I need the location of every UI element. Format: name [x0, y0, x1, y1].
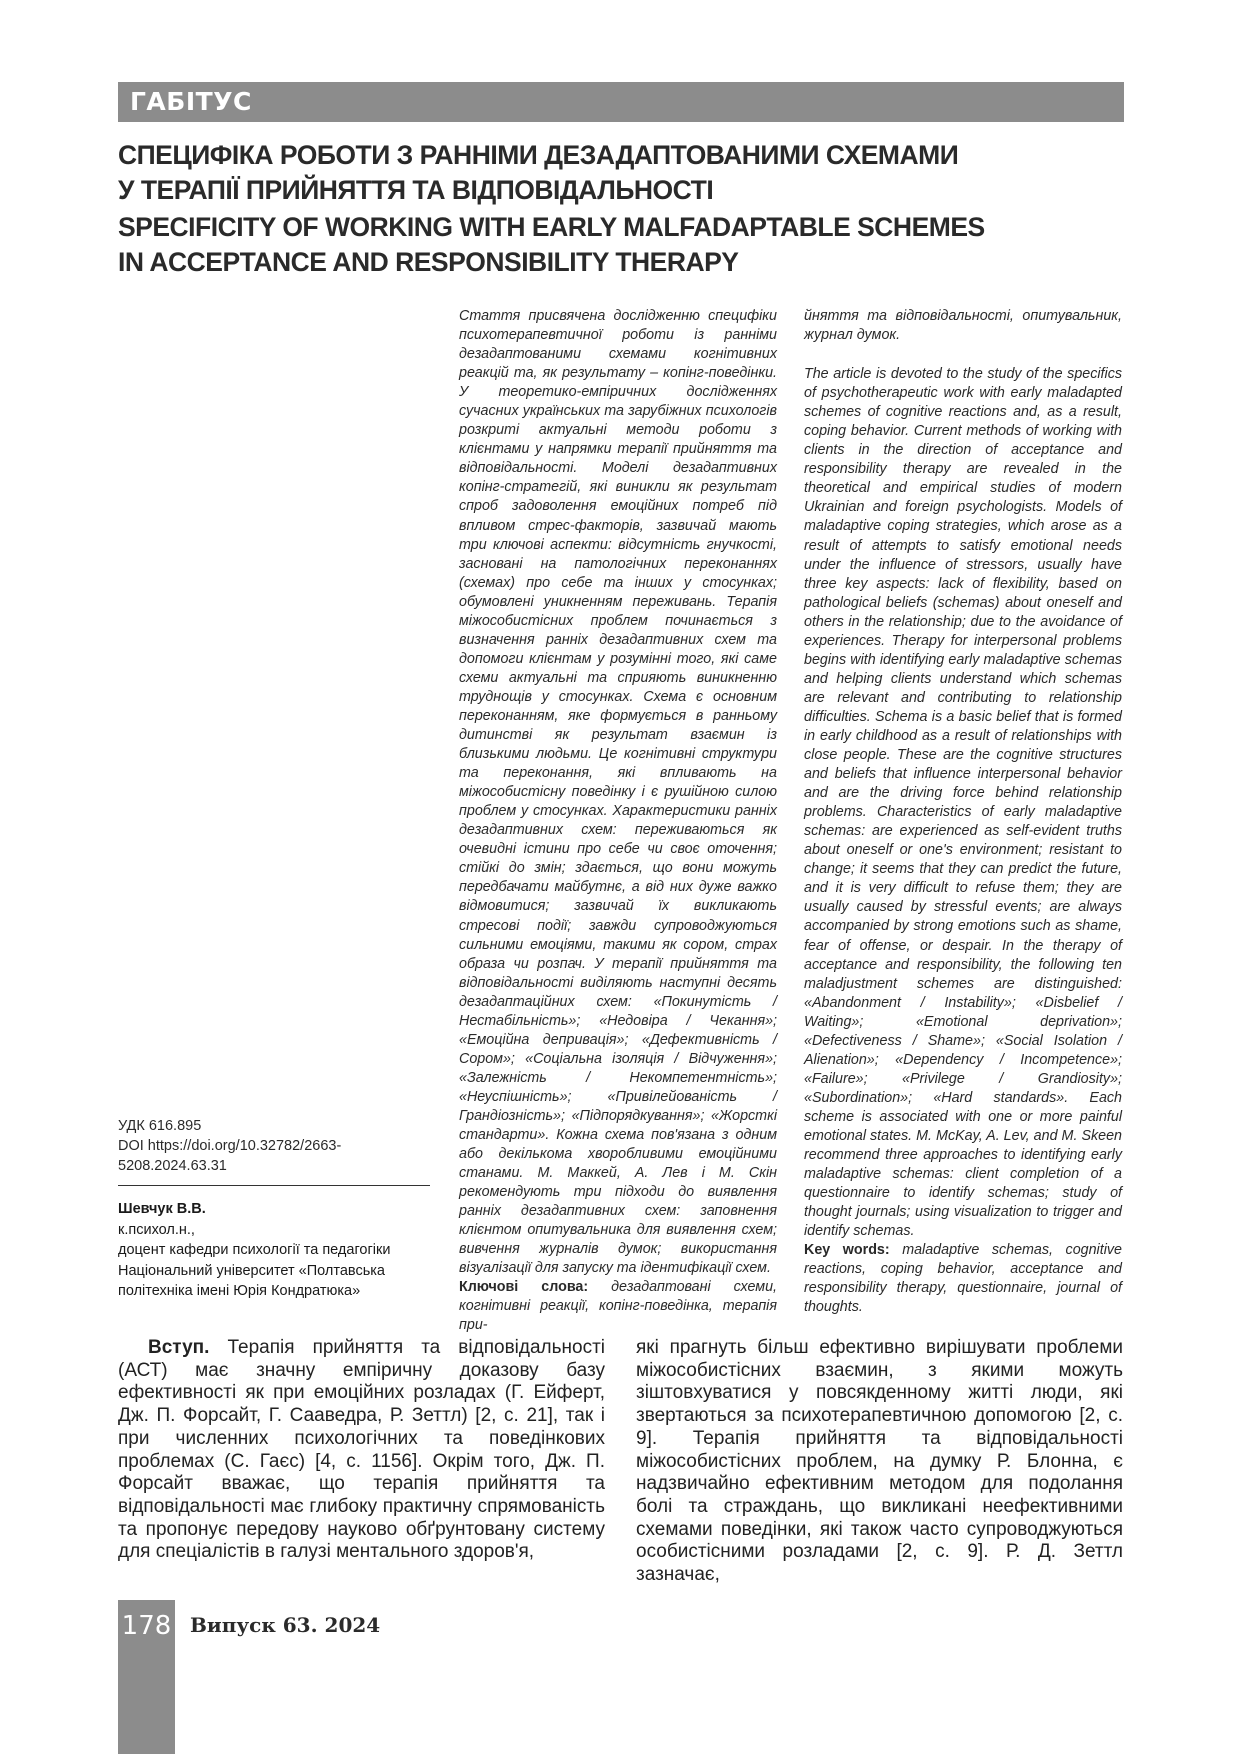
keywords-ua-part1: дезадаптовані схеми, когнітивні реакції, копінг-поведінка, терапія при- [459, 1279, 777, 1334]
doi-line1[interactable]: DOI https://doi.org/10.32782/2663- [118, 1138, 342, 1154]
title-ua-line1: СПЕЦИФІКА РОБОТИ З РАННІМИ ДЕЗАДАПТОВАНИМИ СХЕМАМИ [118, 140, 959, 170]
abstract-en-column [804, 307, 1122, 1317]
doi-line2[interactable]: 5208.2024.63.31 [118, 1158, 227, 1174]
author-name: Шевчук В.В. [118, 1201, 206, 1217]
article-title-en [118, 210, 1118, 280]
udc-code: УДК 616.895 [118, 1118, 202, 1134]
author-position: доцент кафедри психології та педагогіки [118, 1242, 391, 1258]
body-text-left [118, 1337, 605, 1564]
body-text-right: які прагнуть більш ефективно вирішувати проблеми міжособистісних взаємин, з якими можуть зіштовхуватися у повсякденному житті люди, які звертаються за психотерапевтичною допомогою [2, с. 9]. Терапія прийняття та відповідальності міжособистісних проблем, на думку Р. Блонна, є надзвичайно ефективним методом для подолання болі та страждань, що викликані неефективними схемами поведінки, які також часто супроводжуються особистісними розладами [2, с. 9]. Р. Д. Зеттл зазначає, [636, 1337, 1123, 1586]
keywords-ua [459, 1278, 777, 1335]
keywords-en-label: Key words: [804, 1242, 890, 1259]
title-ua-line2: У ТЕРАПІЇ ПРИЙНЯТТЯ ТА ВІДПОВІДАЛЬНОСТІ [118, 175, 714, 205]
abstract-en-text: The article is devoted to the study of the specifics of psychotherapeutic work with early maladapted schemes of cognitive reactions and, as a result, coping behavior. Current methods of working with clients in the direction of acceptance and responsibility therapy are revealed in the theoretical and empirical studies of modern Ukrainian and foreign psychologists. Models of maladaptive coping strategies, which arose as a result of attempts to satisfy emotional needs under the influence of stressors, usually have three key aspects: lack of flexibility, based on pathological beliefs (schemas) about oneself and others in the relationship; due to the avoidance of experiences. Therapy for interpersonal problems begins with identifying early maladaptive schemas and helping clients understand which schemas are relevant and contributing to relationship difficulties. Schema is a basic belief that is formed in early childhood as a result of relationships with close people. These are the cognitive structures and beliefs that influence interpersonal behavior and are the driving force behind relationship problems. Characteristics of early maladaptive schemas: are experienced as self-evident truths about oneself or one's environment; resistant to change; it seems that they can predict the future, and it is very difficult to refuse them; they are usually caused by stressful events; are always accompanied by strong emotions such as shame, fear of offense, or despair. In the therapy of acceptance and responsibility, the following ten maladjustment schemes are distinguished: «Abandonment / Instability»; «Disbelief / Waiting»; «Emotional deprivation»; «Defectiveness / Shame»; «Social Isolation / Alienation»; «Dependency / Incompetence»; «Failure»; «Privilege / Grandiosity»; «Subordination»; «Hard standards». Each scheme is associated with one or more painful emotional states. M. McKay, A. Lev, and M. Skeen recommend three approaches to identifying early maladaptive schemas: client completion of a questionnaire to identify schemas; study of thought journals; using visualization to trigger and identify schemas. [804, 366, 1122, 1240]
abstract-ua-text: Стаття присвячена дослідженню специфіки психотерапевтичної роботи із ранніми дезадаптованими схемами когнітивних реакцій та, як результату – копінг-поведінки. У теоретико-емпіричних дослідженнях сучасних українських та зарубіжних психологів розкриті актуальні методи роботи з клієнтами у напрямки терапії прийняття та відповідальності. Моделі дезадаптивних копінг-стратегій, які виникли як результат спроб задоволення емоційних потреб під впливом стрес-факторів, зазвичай мають три ключові аспекти: відсутність гнучкості, засновані на патологічних переконаннях (схемах) про себе та інших у стосунках; обумовлені уникненням переживань. Терапія міжособистісних проблем починається з визначення ранніх дезадаптивних схем та допомоги клієнтам у розумінні того, які саме схеми актуальні та сприяють виникненню труднощів у стосунках. Схема є основним переконанням, яке формується в ранньому дитинстві як результат взаємин із близькими людьми. Це когнітивні структури та переконання, які впливають на міжособистісну поведінку і є рушійною силою проблем у стосунках. Характеристики ранніх дезадаптивних схем: переживаються як очевидні істини про себе чи своє оточення; стійкі до змін; здається, що вони можуть передбачати майбутнє, а від них дуже важко відмовитися; зазвичай їх викликають стресові події; завжди супроводжуються сильними емоціями, такими як сором, страх образа чи розпач. У терапії прийняття та відповідальності виділяють наступні десять дезадаптаційних схем: «Покинутість / Нестабільність»; «Недовіра / Чекання»; «Емоційна депривація»; «Дефективність / Сором»; «Соціальна ізоляція / Відчуження»; «Залежність / Некомпетентність»; «Неуспішність»; «Привілейованість / Грандіозність»; «Підпорядкування»; «Жорсткі стандарти». Кожна схема пов'язана з одним або декількома хворобливими емоційними станами. М. Маккей, А. Лев і М. Скін рекомендують три підходи до виявлення ранніх дезадаптивних схем: заповнення клієнтом опитувальника для виявлення схем; вивчення журналів думок; використання візуалізації для запуску та ідентифікації схем. [459, 308, 777, 1277]
page-number: 178 [121, 1611, 172, 1641]
intro-lead: Вступ. [148, 1337, 210, 1358]
intro-text-left: Терапія прийняття та відповідальності (АСТ) має значну емпіричну доказову базу ефективності як при емоційних розладах (Г. Ейферт, Дж. П. Форсайт, Г. Сааведра, Р. Зеттл) [2, с. 21], так і при численних психологічних та поведінкових проблемах (С. Гаєс) [4, с. 1156]. Окрім того, Дж. П. Форсайт вважає, що терапія прийняття та відповідальності має глибоку практичну спрямованість та пропонує передову науково обґрунтовану систему для спеціалістів в галузі ментального здоров'я, [118, 1337, 606, 1563]
author-org-line2: політехніка імені Юрія Кондратюка» [118, 1283, 361, 1299]
meta-divider [118, 1185, 430, 1186]
keywords-en [804, 1241, 1122, 1317]
issue-label: Випуск 63. 2024 [190, 1613, 381, 1637]
title-en-line2: IN ACCEPTANCE AND RESPONSIBILITY THERAPY [118, 247, 739, 277]
author-org-line1: Національний університет «Полтавська [118, 1262, 385, 1279]
author-degree: к.психол.н., [118, 1221, 195, 1238]
keywords-en-text: maladaptive schemas, cognitive reactions, coping behavior, acceptance and responsibility therapy, questionnaire, journal of thoughts. [804, 1242, 1122, 1316]
abstract-ua [459, 307, 777, 1336]
keywords-ua-continued: йняття та відповідальності, опитувальник, журнал думок. [804, 308, 1122, 344]
title-en-line1: SPECIFICITY OF WORKING WITH EARLY MALFADAPTABLE SCHEMES [118, 212, 985, 242]
article-title-ua [118, 138, 1118, 208]
keywords-ua-label: Ключові слова: [459, 1279, 589, 1296]
article-meta [118, 1116, 430, 1176]
author-block [118, 1199, 448, 1302]
section-header: ГАБІТУС [118, 82, 1124, 122]
